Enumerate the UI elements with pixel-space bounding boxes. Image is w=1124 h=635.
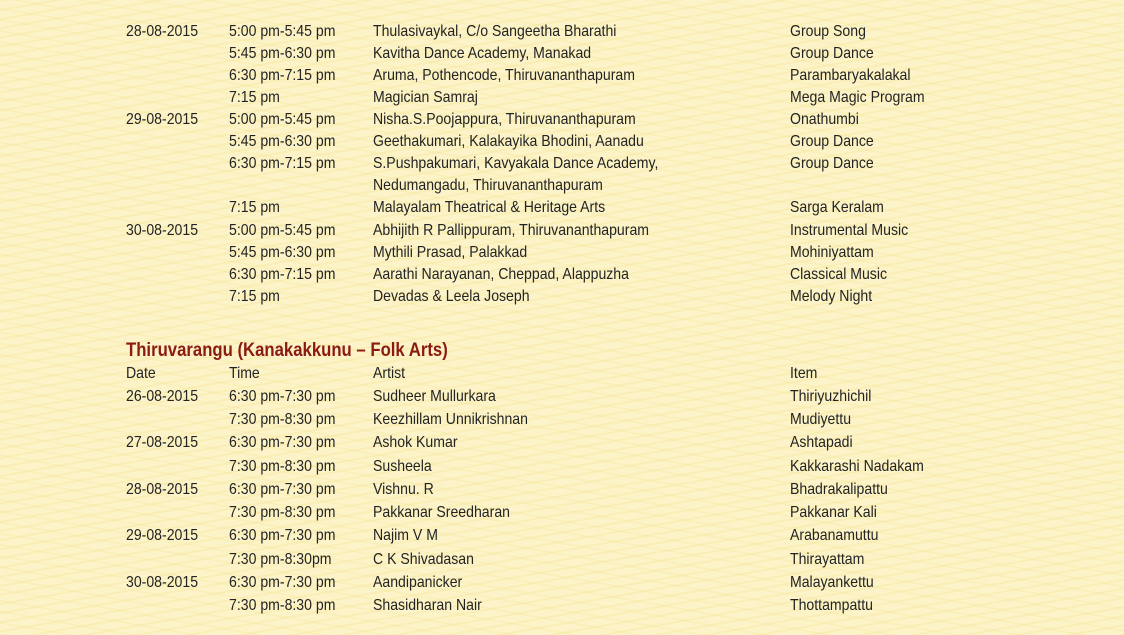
row-item: Instrumental Music	[790, 222, 909, 239]
row-time: 7:15 pm	[229, 288, 280, 305]
row-artist: Devadas & Leela Joseph	[373, 288, 530, 305]
schedule-row	[0, 87, 1124, 109]
header-item: Item	[790, 365, 818, 382]
row-time: 5:00 pm-5:45 pm	[229, 23, 336, 40]
row-item: Parambaryakalakal	[790, 67, 911, 84]
row-item: Group Song	[790, 23, 866, 40]
row-artist: Keezhillam Unnikrishnan	[373, 411, 528, 428]
folk-row	[0, 572, 1124, 594]
header-artist: Artist	[373, 365, 406, 382]
row-time: 6:30 pm-7:30 pm	[229, 388, 336, 405]
folk-row	[0, 595, 1124, 617]
row-item: Melody Night	[790, 288, 873, 305]
row-time: 6:30 pm-7:15 pm	[229, 155, 336, 172]
table-header	[0, 363, 1124, 385]
folk-row	[0, 479, 1124, 501]
section-heading: Thiruvarangu (Kanakakkunu – Folk Arts)	[126, 340, 448, 361]
row-time: 6:30 pm-7:30 pm	[229, 434, 336, 451]
schedule-row	[0, 131, 1124, 153]
row-time: 5:45 pm-6:30 pm	[229, 133, 336, 150]
row-time: 6:30 pm-7:30 pm	[229, 481, 336, 498]
row-time: 6:30 pm-7:30 pm	[229, 574, 336, 591]
row-artist: Vishnu. R	[373, 481, 434, 498]
row-item: Pakkanar Kali	[790, 504, 877, 521]
row-time: 7:30 pm-8:30 pm	[229, 458, 336, 475]
schedule-row	[0, 197, 1124, 219]
schedule-row	[0, 220, 1124, 242]
schedule-row	[0, 242, 1124, 264]
row-date: 26-08-2015	[126, 388, 199, 405]
row-item: Classical Music	[790, 266, 888, 283]
row-artist: Pakkanar Sreedharan	[373, 504, 510, 521]
folk-row	[0, 386, 1124, 408]
row-artist: Kavitha Dance Academy, Manakad	[373, 45, 592, 62]
schedule-row	[0, 109, 1124, 131]
row-artist: Susheela	[373, 458, 432, 475]
row-time: 7:30 pm-8:30 pm	[229, 597, 336, 614]
row-item: Ashtapadi	[790, 434, 853, 451]
folk-row	[0, 456, 1124, 478]
row-date: 30-08-2015	[126, 222, 199, 239]
row-date: 29-08-2015	[126, 527, 199, 544]
row-time: 5:45 pm-6:30 pm	[229, 45, 336, 62]
row-item: Group Dance	[790, 45, 874, 62]
row-time: 7:15 pm	[229, 89, 280, 106]
row-item: Mudiyettu	[790, 411, 852, 428]
row-time: 5:00 pm-5:45 pm	[229, 222, 336, 239]
schedule-row	[0, 175, 1124, 197]
row-item: Mega Magic Program	[790, 89, 925, 106]
row-time: 7:30 pm-8:30pm	[229, 551, 332, 568]
folk-row	[0, 549, 1124, 571]
row-time: 6:30 pm-7:30 pm	[229, 527, 336, 544]
row-date: 28-08-2015	[126, 23, 199, 40]
row-artist: Malayalam Theatrical & Heritage Arts	[373, 199, 606, 216]
row-artist: Aarathi Narayanan, Cheppad, Alappuzha	[373, 266, 629, 283]
row-artist: Thulasivaykal, C/o Sangeetha Bharathi	[373, 23, 617, 40]
row-time: 7:30 pm-8:30 pm	[229, 504, 336, 521]
row-time: 5:45 pm-6:30 pm	[229, 244, 336, 261]
row-item: Group Dance	[790, 155, 874, 172]
schedule-row	[0, 286, 1124, 308]
row-date: 28-08-2015	[126, 481, 199, 498]
row-item: Sarga Keralam	[790, 199, 884, 216]
row-item: Kakkarashi Nadakam	[790, 458, 924, 475]
row-time: 7:30 pm-8:30 pm	[229, 411, 336, 428]
row-item: Malayankettu	[790, 574, 874, 591]
row-artist: Ashok Kumar	[373, 434, 458, 451]
row-item: Bhadrakalipattu	[790, 481, 888, 498]
row-artist: C K Shivadasan	[373, 551, 474, 568]
row-date: 30-08-2015	[126, 574, 199, 591]
row-artist: S.Pushpakumari, Kavyakala Dance Academy,	[373, 155, 659, 172]
schedule-row	[0, 43, 1124, 65]
folk-row	[0, 525, 1124, 547]
row-artist: Nisha.S.Poojappura, Thiruvananthapuram	[373, 111, 636, 128]
row-artist: Shasidharan Nair	[373, 597, 482, 614]
row-item: Thirayattam	[790, 551, 865, 568]
row-artist: Sudheer Mullurkara	[373, 388, 496, 405]
folk-row	[0, 432, 1124, 454]
schedule-row	[0, 153, 1124, 175]
row-time: 6:30 pm-7:15 pm	[229, 67, 336, 84]
row-time: 6:30 pm-7:15 pm	[229, 266, 336, 283]
row-artist: Najim V M	[373, 527, 438, 544]
row-artist: Nedumangadu, Thiruvananthapuram	[373, 177, 603, 194]
row-item: Mohiniyattam	[790, 244, 874, 261]
row-date: 29-08-2015	[126, 111, 199, 128]
row-artist: Geethakumari, Kalakayika Bhodini, Aanadu	[373, 133, 644, 150]
row-time: 7:15 pm	[229, 199, 280, 216]
row-artist: Aruma, Pothencode, Thiruvananthapuram	[373, 67, 635, 84]
row-date: 27-08-2015	[126, 434, 199, 451]
folk-row	[0, 409, 1124, 431]
row-artist: Mythili Prasad, Palakkad	[373, 244, 528, 261]
schedule-row	[0, 264, 1124, 286]
row-item: Thiriyuzhichil	[790, 388, 872, 405]
row-item: Thottampattu	[790, 597, 873, 614]
row-item: Group Dance	[790, 133, 874, 150]
header-time: Time	[229, 365, 260, 382]
folk-row	[0, 502, 1124, 524]
row-item: Onathumbi	[790, 111, 859, 128]
row-artist: Aandipanicker	[373, 574, 463, 591]
schedule-row	[0, 65, 1124, 87]
schedule-row	[0, 21, 1124, 43]
row-time: 5:00 pm-5:45 pm	[229, 111, 336, 128]
row-item: Arabanamuttu	[790, 527, 879, 544]
row-artist: Abhijith R Pallippuram, Thiruvananthapuram	[373, 222, 650, 239]
header-date: Date	[126, 365, 156, 382]
row-artist: Magician Samraj	[373, 89, 478, 106]
